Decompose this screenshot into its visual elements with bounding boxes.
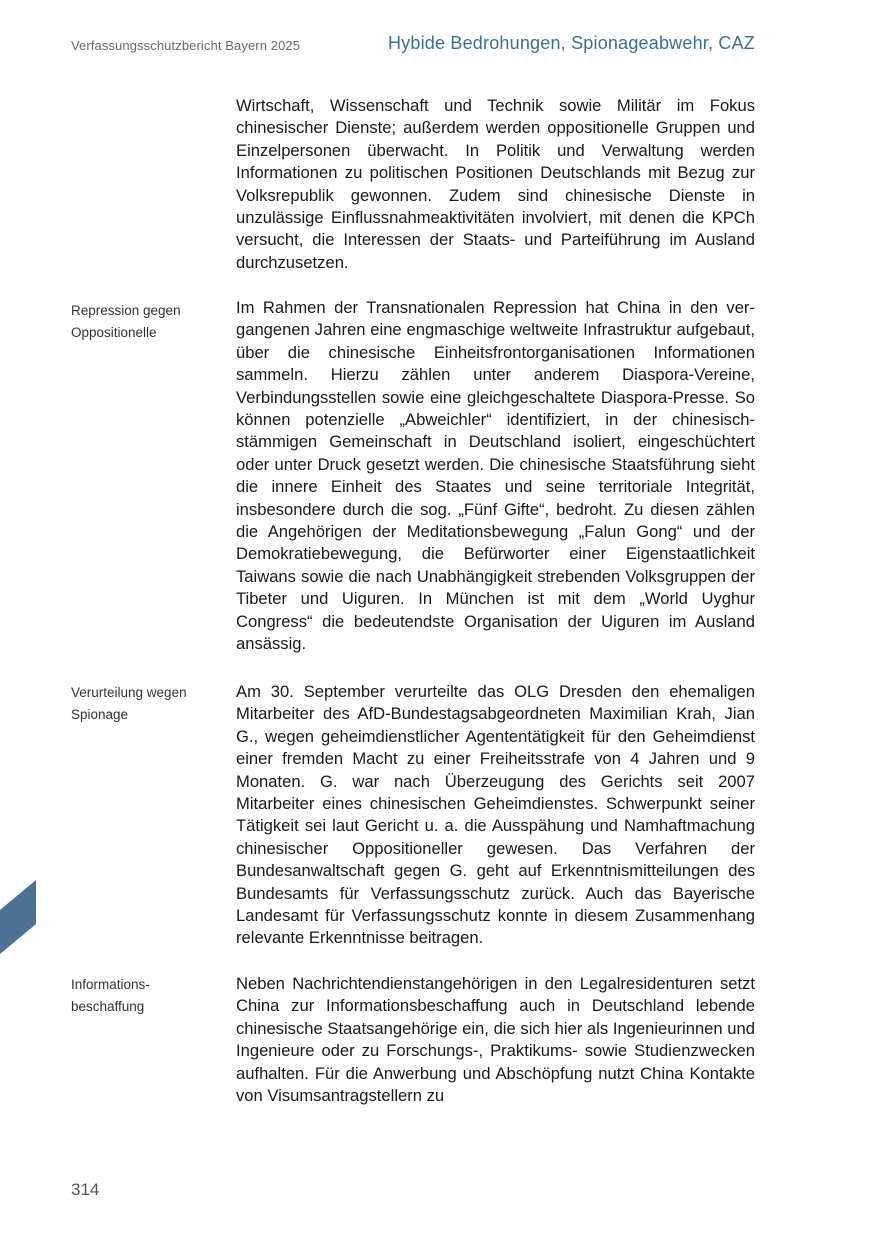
chapter-tab-marker: [0, 880, 36, 954]
paragraph-repression: Im Rahmen der Transnationalen Repression hat China in den vergangenen Jahren eine engmaschige weltweite Infrastruktur aufgebaut, über die chinesische Einheitsfrontorganisationen Informationen sammeln. Hierzu zählen unter anderem Diaspora-Vereine, Verbindungsstellen sowie eine gleichgeschaltete Diaspora-Presse. So können potenzielle „Abweichler“ identifiziert, in der chinesischstämmigen Gemeinschaft in Deutschland isoliert, eingeschüchtert oder unter Druck gesetzt werden. Die chinesische Staatsführung sieht die innere Einheit des Staates und seine territoriale Integrität, insbesondere durch die sog. „Fünf Gifte“, bedroht. Zu diesen zählen die Angehörigen der Meditationsbewegung „Falun Gong“ und der Demokratiebewegung, die Befürworter einer Eigenstaatlichkeit Taiwans sowie die nach Unabhängigkeit strebenden Volksgruppen der Tibeter und Uiguren. In München ist mit dem „World Uyghur Congress“ die bedeutendste Organisation der Uiguren im Ausland ansässig.: [236, 298, 755, 654]
margin-label-repression: Repression gegen Oppositionelle: [71, 303, 181, 340]
running-header-chapter: Hybide Bedrohungen, Spionageabwehr, CAZ: [387, 33, 755, 53]
paragraph-informationsbeschaffung: Neben Nachrichtendienstangehörigen in den Legalresidenturen setzt China zur Informationsbeschaffung auch in Deutschland lebende chinesische Staatsangehörige ein, die sich hier als Ingenieurinnen und Ingenieure oder zu Forschungs-, Praktikums- sowie Studienzwecken aufhalten. Für die Anwerbung und Abschöpfung nutzt China Kontakte von Visumsantragstellern zu: [236, 974, 755, 1106]
paragraph-verurteilung: Am 30. September verurteilte das OLG Dresden den ehemaligen Mitarbeiter des AfD-Bundestagsabgeordneten Maximilian Krah, Jian G., wegen geheimdienstlicher Agententätigkeit für den Geheimdienst einer fremden Macht zu einer Freiheitsstrafe von 4 Jahren und 9 Monaten. G. war nach Überzeugung des Gerichts seit 2007 Mitarbeiter eines chinesischen Geheimdienstes. Schwerpunkt seiner Tätigkeit sei laut Gericht u. a. die Ausspähung und Namhaftmachung chinesischer Oppositioneller gewesen. Das Verfahren der Bundesanwaltschaft gegen G. geht auf Erkenntnismitteilungen des Bundesamts für Verfassungsschutz zurück. Auch das Bayerische Landesamt für Verfassungsschutz konnte in diesem Zusammenhang relevante Erkenntnisse beitragen.: [236, 682, 755, 948]
page-number: 314: [71, 1180, 100, 1199]
margin-label-verurteilung: Verurteilung wegen Spionage: [71, 685, 187, 722]
running-header-title: Verfassungsschutzbericht Bayern 2025: [71, 38, 301, 53]
margin-label-informationsbeschaffung: Informationsbeschaffung: [71, 977, 150, 1014]
paragraph-intro: Wirtschaft, Wissenschaft und Technik sowie Militär im Fokus chinesischer Dienste; außerdem werden oppositionelle Gruppen und Einzelpersonen überwacht. In Politik und Verwaltung werden Informationen zu politischen Positionen Deutschlands mit Bezug zur Volksrepublik gewonnen. Zudem sind chinesische Dienste in unzulässige Einflussnahmeaktivitäten involviert, mit denen die KPCh versucht, die Interessen der Staats- und Parteiführung im Ausland durchzusetzen.: [236, 96, 755, 272]
